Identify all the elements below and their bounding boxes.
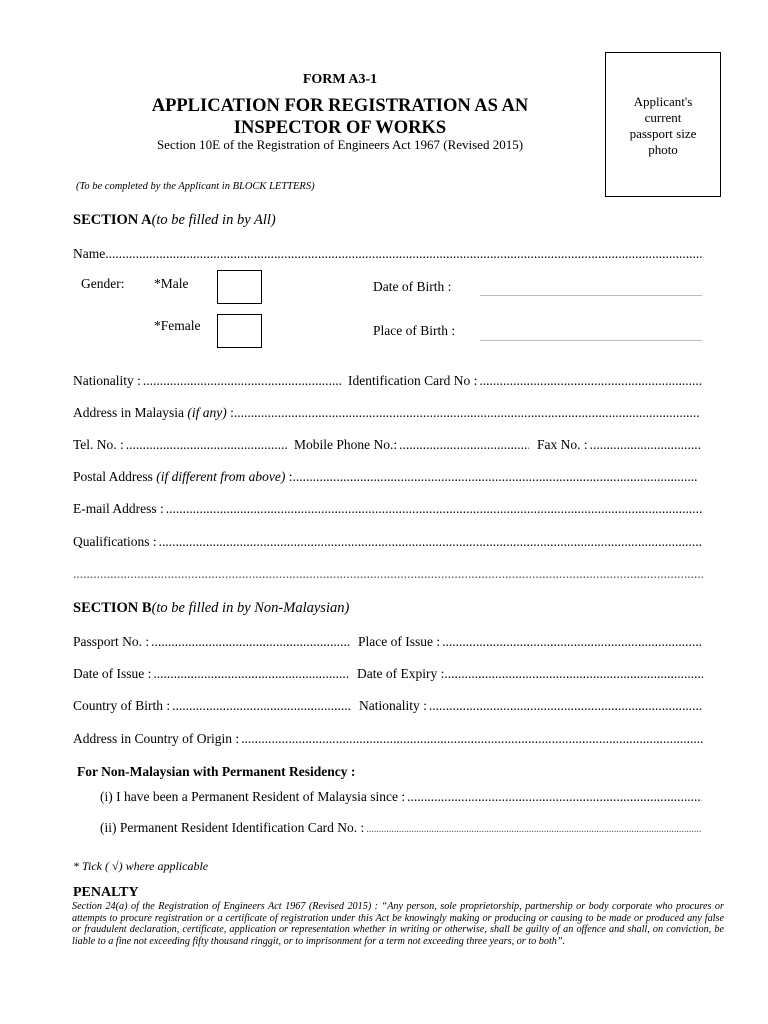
photo-label-line4: photo <box>648 142 678 157</box>
b-nationality-label: Nationality : <box>359 698 427 713</box>
qualifications-field[interactable] <box>73 534 703 550</box>
pob-label: Place of Birth : <box>373 323 456 338</box>
pr-since-label: (i) I have been a Permanent Resident of Malaysia since : <box>100 789 406 804</box>
fax-label: Fax No. : <box>537 437 588 452</box>
pr-heading: For Non-Malaysian with Permanent Residency : <box>77 764 356 779</box>
male-label: *Male <box>154 276 189 291</box>
email-field[interactable] <box>73 501 703 517</box>
country-of-birth-label: Country of Birth : <box>73 698 171 713</box>
address-label-colon: : <box>226 405 234 420</box>
qualifications-field-line2[interactable] <box>73 566 703 582</box>
date-of-issue-label: Date of Issue : <box>73 666 152 681</box>
email-label: E-mail Address : <box>73 501 164 516</box>
postal-label-text: Postal Address <box>73 469 157 484</box>
penalty-heading: PENALTY <box>73 885 139 900</box>
section-b-title: SECTION B <box>73 600 152 616</box>
tel-label: Tel. No. : <box>73 437 124 452</box>
form-title-line2: INSPECTOR OF WORKS <box>233 118 447 138</box>
passport-label: Passport No. : <box>73 634 150 649</box>
form-number: FORM A3-1 <box>302 72 378 87</box>
postal-address-field[interactable] <box>73 469 697 485</box>
photo-label-line3: passport size <box>629 126 697 141</box>
country-of-birth-field[interactable] <box>73 698 351 714</box>
tick-note: * Tick ( √) where applicable <box>73 859 209 873</box>
pob-field[interactable] <box>480 331 702 347</box>
date-of-expiry-label: Date of Expiry : <box>357 666 445 681</box>
fax-field[interactable] <box>537 437 702 453</box>
postal-label-colon: : <box>285 469 293 484</box>
tel-field[interactable] <box>73 437 287 453</box>
gender-label: Gender: <box>81 276 125 291</box>
section-a-note: (to be filled in by All) <box>151 212 276 228</box>
place-of-issue-field[interactable] <box>358 634 703 650</box>
date-of-expiry-field[interactable] <box>357 666 703 682</box>
form-subtitle: Section 10E of the Registration of Engineers Act 1967 (Revised 2015) <box>156 137 524 152</box>
ic-label: Identification Card No : <box>348 373 478 388</box>
passport-photo-box <box>605 52 721 197</box>
section-b-note: (to be filled in by Non-Malaysian) <box>151 600 350 616</box>
block-letters-instruction: (To be completed by the Applicant in BLOCK LETTERS) <box>76 181 315 192</box>
qualifications-label: Qualifications : <box>73 534 157 549</box>
section-a-heading <box>73 212 276 229</box>
female-label: *Female <box>154 318 201 333</box>
address-label-note: (if any) <box>187 405 227 420</box>
mobile-label: Mobile Phone No.: <box>294 437 398 452</box>
male-checkbox[interactable] <box>217 270 262 304</box>
mobile-field[interactable] <box>294 437 529 453</box>
penalty-text: Section 24(a) of the Registration of Engineers Act 1967 (Revised 2015) : “Any person, sole proprietorship, partnership or body corporate who procures or attempts to procure registration or a certificate of registration under this Act be knowingly making or producing or causing to be made or produced any false or fraudulent declaration, certificate, application or representation whether in writing or otherwise, shall be guilty of an offence and shall, on conviction, be liable to a fine not exceeding fifty thousand ringgit, or to imprisonment for a term not exceeding three years, or to both”. <box>72 901 724 947</box>
address-origin-label: Address in Country of Origin : <box>73 731 240 746</box>
date-of-issue-field[interactable] <box>73 666 349 682</box>
pr-ic-field[interactable] <box>100 820 702 838</box>
address-origin-field[interactable] <box>73 731 704 747</box>
address-label-text: Address in Malaysia <box>73 405 188 420</box>
pr-ic-label: (ii) Permanent Resident Identification Card No. : <box>100 820 365 835</box>
ic-field[interactable] <box>348 373 702 389</box>
address-field[interactable] <box>73 405 700 421</box>
section-b-heading <box>73 600 349 617</box>
address-label <box>73 405 234 421</box>
section-a-title: SECTION A <box>73 212 152 228</box>
nationality-field[interactable] <box>73 373 341 389</box>
dob-label: Date of Birth : <box>373 279 452 294</box>
b-nationality-field[interactable] <box>359 698 703 714</box>
pr-since-field[interactable] <box>100 789 702 805</box>
name-label: Name <box>73 246 106 261</box>
form-title-line1: APPLICATION FOR REGISTRATION AS AN <box>151 96 529 116</box>
passport-field[interactable] <box>73 634 351 650</box>
place-of-issue-label: Place of Issue : <box>358 634 441 649</box>
postal-label-note: (if different from above) <box>156 469 286 484</box>
nationality-label: Nationality : <box>73 373 141 388</box>
postal-address-label <box>73 469 293 485</box>
name-field[interactable] <box>73 246 703 262</box>
photo-label-line1: Applicant's <box>633 94 693 109</box>
photo-label-line2: current <box>644 110 682 125</box>
dob-field[interactable] <box>480 286 702 302</box>
female-checkbox[interactable] <box>217 314 262 348</box>
